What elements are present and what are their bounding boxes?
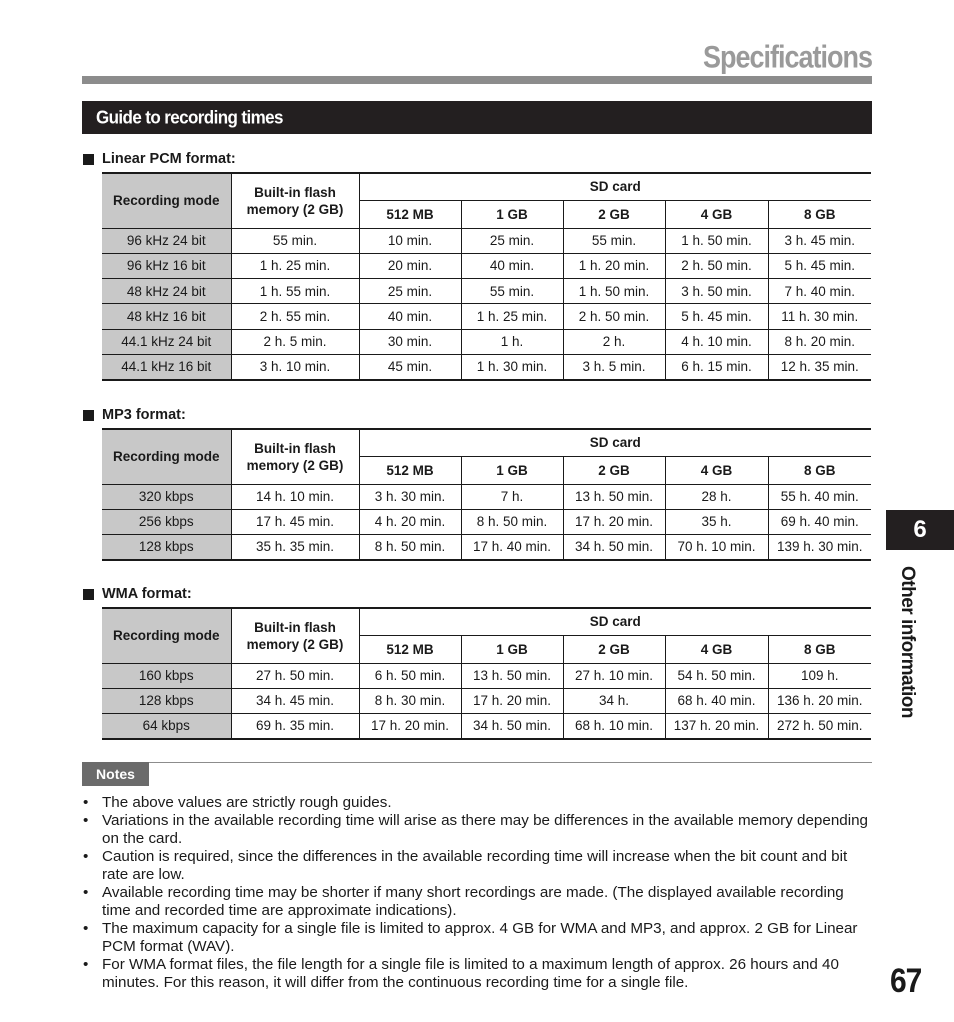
sd-time-cell: 55 min. [461,279,563,304]
builtin-header-line2: memory (2 GB) [246,201,344,217]
note-item: • The maximum capacity for a single file is limited to approx. 4 GB for WMA and MP3, and approx. 2 GB for Linear PCM format (WAV). [82,920,872,956]
builtin-time-cell: 2 h. 55 min. [231,304,359,329]
capacity-header: 4 GB [665,200,768,228]
sd-card-header: SD card [359,173,871,200]
pcm-heading-label: Linear PCM format: [102,151,236,167]
wma-heading-label: WMA format: [102,586,192,602]
sd-time-cell: 136 h. 20 min. [768,688,871,713]
capacity-header: 4 GB [665,456,768,484]
sd-time-cell: 137 h. 20 min. [665,714,768,739]
capacity-header: 1 GB [461,456,563,484]
sd-time-cell: 139 h. 30 min. [768,535,871,560]
capacity-header: 512 MB [359,456,461,484]
mp3-heading [83,407,186,423]
sd-time-cell: 8 h. 50 min. [461,509,563,534]
sd-time-cell: 1 h. 20 min. [563,253,665,278]
sd-time-cell: 68 h. 40 min. [665,688,768,713]
sd-time-cell: 3 h. 5 min. [563,354,665,379]
recording-mode-cell: 96 kHz 16 bit [102,253,231,278]
sd-time-cell: 10 min. [359,228,461,253]
mp3-heading-label: MP3 format: [102,407,186,423]
builtin-time-cell: 27 h. 50 min. [231,663,359,688]
sd-time-cell: 45 min. [359,354,461,379]
section-banner [82,101,872,134]
capacity-header: 1 GB [461,635,563,663]
recording-mode-cell: 44.1 kHz 24 bit [102,329,231,354]
builtin-time-cell: 34 h. 45 min. [231,688,359,713]
square-bullet-icon [83,589,94,600]
notes-list [82,794,872,992]
title-rule [82,76,872,84]
sd-time-cell: 17 h. 40 min. [461,535,563,560]
table-row [102,509,871,534]
sd-time-cell: 4 h. 10 min. [665,329,768,354]
builtin-time-cell: 14 h. 10 min. [231,484,359,509]
recording-mode-cell: 256 kbps [102,509,231,534]
capacity-header: 8 GB [768,635,871,663]
note-item: • Variations in the available recording time will arise as there may be differences in the available memory depending on the card. [82,812,872,848]
sd-time-cell: 25 min. [461,228,563,253]
builtin-header-line1: Built-in flash [254,184,336,200]
section-banner-title: Guide to recording times [96,106,283,128]
table-row [102,484,871,509]
notes-divider [82,762,872,763]
builtin-header-line1: Built-in flash [254,619,336,635]
wma-heading [83,586,192,602]
recording-mode-header: Recording mode [102,173,231,228]
capacity-header: 2 GB [563,200,665,228]
table-row [102,714,871,739]
sd-time-cell: 5 h. 45 min. [768,253,871,278]
table-row [102,304,871,329]
builtin-header-line2: memory (2 GB) [246,636,344,652]
pcm-table [102,172,871,381]
note-item: • Caution is required, since the differences in the available recording time will increase when the bit count and bit rate are low. [82,848,872,884]
sd-time-cell: 34 h. 50 min. [563,535,665,560]
sd-time-cell: 55 h. 40 min. [768,484,871,509]
sd-time-cell: 28 h. [665,484,768,509]
sd-time-cell: 25 min. [359,279,461,304]
capacity-header: 512 MB [359,635,461,663]
sd-card-header: SD card [359,429,871,456]
builtin-time-cell: 35 h. 35 min. [231,535,359,560]
builtin-time-cell: 2 h. 5 min. [231,329,359,354]
page-number: 67 [890,962,922,1000]
sd-time-cell: 35 h. [665,509,768,534]
sd-time-cell: 34 h. 50 min. [461,714,563,739]
sd-time-cell: 30 min. [359,329,461,354]
recording-mode-cell: 48 kHz 16 bit [102,304,231,329]
table-row [102,354,871,379]
builtin-memory-header [231,608,359,663]
chapter-tab: 6 [886,510,954,550]
sd-time-cell: 40 min. [461,253,563,278]
table-row [102,663,871,688]
capacity-header: 2 GB [563,456,665,484]
sd-time-cell: 6 h. 15 min. [665,354,768,379]
builtin-time-cell: 69 h. 35 min. [231,714,359,739]
table-row [102,279,871,304]
capacity-header: 8 GB [768,456,871,484]
sd-time-cell: 7 h. 40 min. [768,279,871,304]
recording-mode-cell: 48 kHz 24 bit [102,279,231,304]
sd-time-cell: 27 h. 10 min. [563,663,665,688]
sd-time-cell: 3 h. 45 min. [768,228,871,253]
recording-mode-cell: 160 kbps [102,663,231,688]
note-item: • For WMA format files, the file length for a single file is limited to a maximum length of approx. 26 hours and 40 minutes. For this reason, it will differ from the continuous recording time for a single file. [82,956,872,992]
sd-time-cell: 68 h. 10 min. [563,714,665,739]
sd-time-cell: 12 h. 35 min. [768,354,871,379]
recording-mode-header: Recording mode [102,608,231,663]
sd-time-cell: 20 min. [359,253,461,278]
chapter-label: Other information [897,566,918,718]
wma-table [102,607,871,740]
recording-mode-header: Recording mode [102,429,231,484]
builtin-memory-header [231,429,359,484]
square-bullet-icon [83,410,94,421]
sd-time-cell: 17 h. 20 min. [563,509,665,534]
sd-time-cell: 1 h. 30 min. [461,354,563,379]
sd-time-cell: 7 h. [461,484,563,509]
recording-mode-cell: 64 kbps [102,714,231,739]
builtin-memory-header [231,173,359,228]
recording-mode-cell: 44.1 kHz 16 bit [102,354,231,379]
table-row [102,228,871,253]
capacity-header: 512 MB [359,200,461,228]
sd-time-cell: 17 h. 20 min. [359,714,461,739]
sd-time-cell: 5 h. 45 min. [665,304,768,329]
recording-mode-cell: 128 kbps [102,535,231,560]
sd-time-cell: 1 h. [461,329,563,354]
sd-time-cell: 8 h. 30 min. [359,688,461,713]
sd-card-header: SD card [359,608,871,635]
recording-mode-cell: 128 kbps [102,688,231,713]
sd-time-cell: 3 h. 30 min. [359,484,461,509]
sd-time-cell: 55 min. [563,228,665,253]
sd-time-cell: 2 h. [563,329,665,354]
table-row [102,253,871,278]
sd-time-cell: 109 h. [768,663,871,688]
sd-time-cell: 2 h. 50 min. [563,304,665,329]
builtin-time-cell: 55 min. [231,228,359,253]
sd-time-cell: 4 h. 20 min. [359,509,461,534]
builtin-time-cell: 1 h. 25 min. [231,253,359,278]
recording-mode-cell: 320 kbps [102,484,231,509]
sd-time-cell: 17 h. 20 min. [461,688,563,713]
sd-time-cell: 69 h. 40 min. [768,509,871,534]
sd-time-cell: 6 h. 50 min. [359,663,461,688]
builtin-header-line2: memory (2 GB) [246,457,344,473]
table-row [102,688,871,713]
table-row [102,535,871,560]
sd-time-cell: 8 h. 50 min. [359,535,461,560]
pcm-heading [83,151,236,167]
mp3-table [102,428,871,561]
capacity-header: 4 GB [665,635,768,663]
sd-time-cell: 272 h. 50 min. [768,714,871,739]
sd-time-cell: 11 h. 30 min. [768,304,871,329]
sd-time-cell: 8 h. 20 min. [768,329,871,354]
capacity-header: 2 GB [563,635,665,663]
notes-label: Notes [82,762,149,786]
note-item: • The above values are strictly rough guides. [82,794,872,812]
sd-time-cell: 1 h. 50 min. [563,279,665,304]
sd-time-cell: 54 h. 50 min. [665,663,768,688]
capacity-header: 8 GB [768,200,871,228]
sd-time-cell: 13 h. 50 min. [563,484,665,509]
builtin-header-line1: Built-in flash [254,440,336,456]
square-bullet-icon [83,154,94,165]
sd-time-cell: 3 h. 50 min. [665,279,768,304]
builtin-time-cell: 1 h. 55 min. [231,279,359,304]
sd-time-cell: 2 h. 50 min. [665,253,768,278]
table-row [102,329,871,354]
sd-time-cell: 40 min. [359,304,461,329]
sd-time-cell: 1 h. 50 min. [665,228,768,253]
page-title: Specifications [702,40,872,75]
capacity-header: 1 GB [461,200,563,228]
recording-mode-cell: 96 kHz 24 bit [102,228,231,253]
builtin-time-cell: 17 h. 45 min. [231,509,359,534]
sd-time-cell: 34 h. [563,688,665,713]
sd-time-cell: 13 h. 50 min. [461,663,563,688]
sd-time-cell: 70 h. 10 min. [665,535,768,560]
sd-time-cell: 1 h. 25 min. [461,304,563,329]
note-item: • Available recording time may be shorter if many short recordings are made. (The displayed available recording time and recorded time are approximate indications). [82,884,872,920]
builtin-time-cell: 3 h. 10 min. [231,354,359,379]
